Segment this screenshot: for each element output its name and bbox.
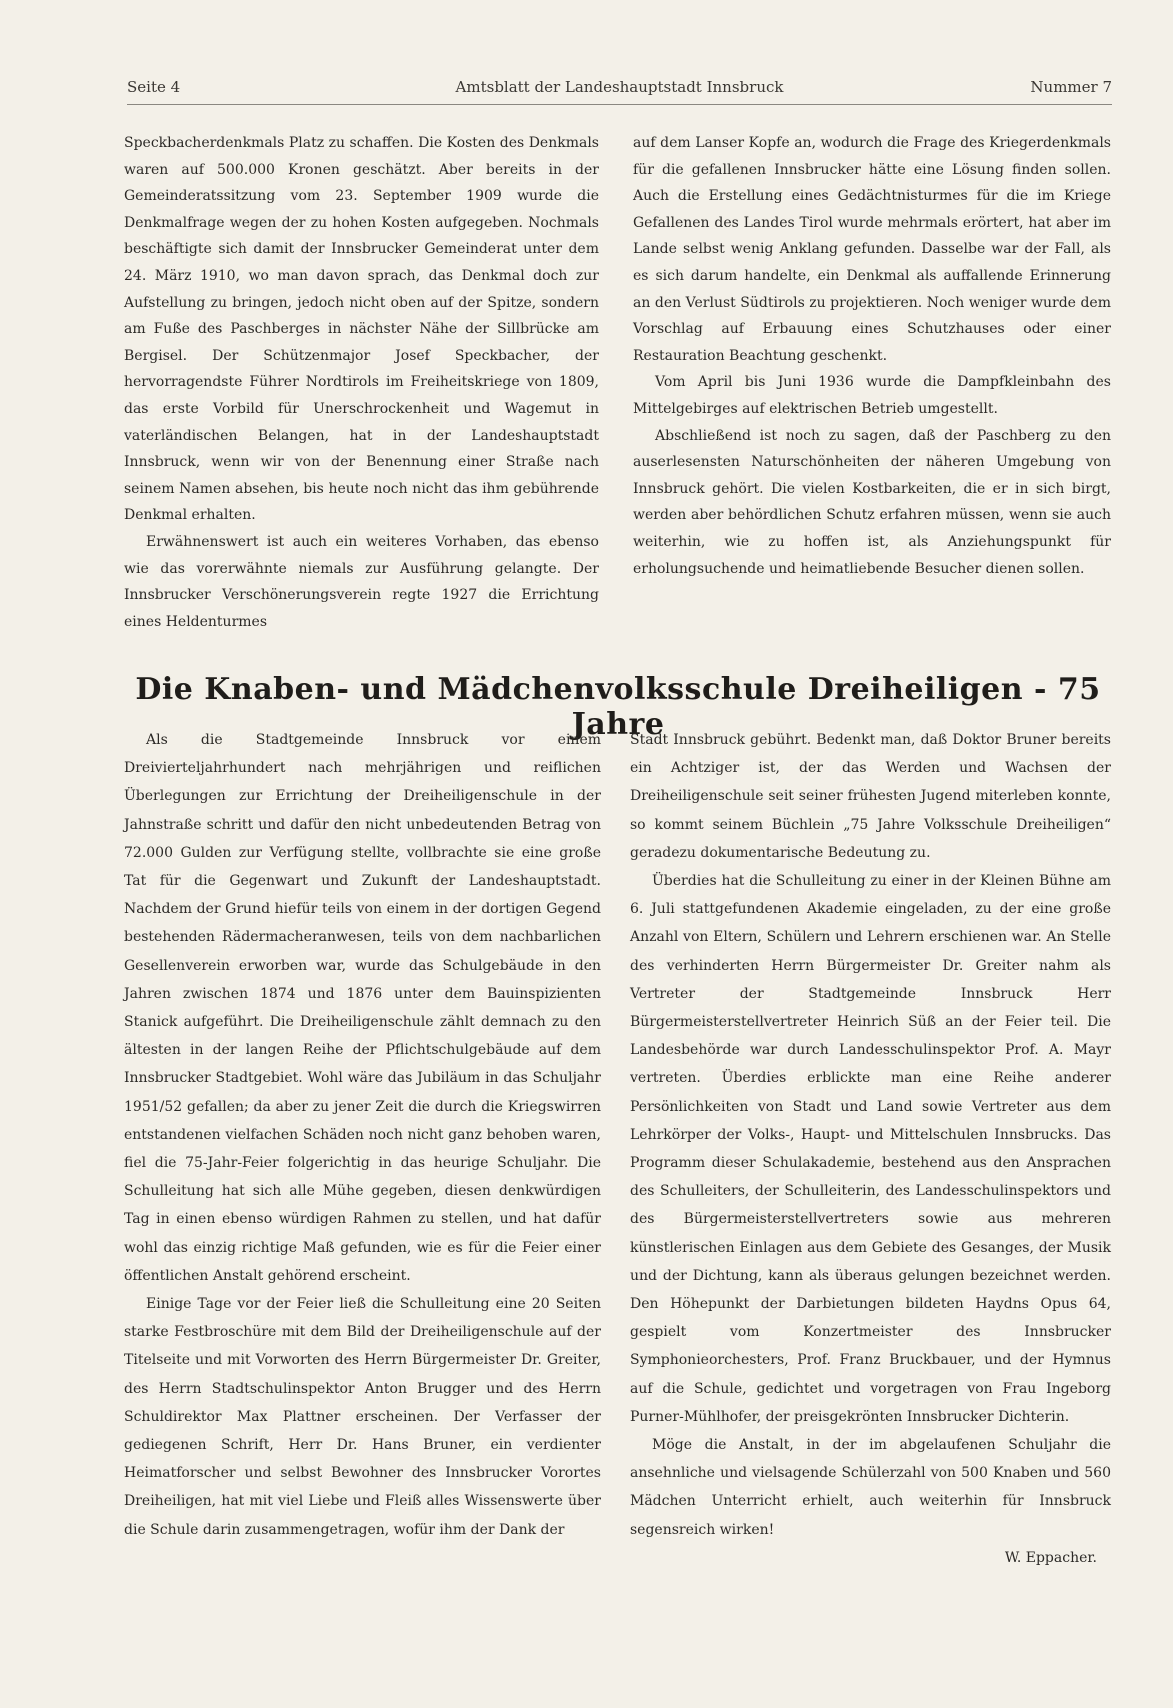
issue-number: Nummer 7 [1030, 78, 1112, 96]
article2-headline: Die Knaben- und Mädchenvolksschule Dreiheiligen - 75 Jahre [135, 672, 1101, 742]
header-rule [127, 104, 1112, 105]
article2-right-paragraph-3: Möge die Anstalt, in der im abgelaufenen Schuljahr die ansehnliche und vielsagende Schülerzahl von 500 Knaben und 560 Mädchen Unterricht erhielt, auch weiterhin für Innsbruck segensreich wirken! [630, 1437, 1111, 1538]
article2-left-paragraph-1: Als die Stadtgemeinde Innsbruck vor einem Dreivierteljahrhundert nach mehrjährigen und reiflichen Überlegungen zur Errichtung der Dreiheiligenschule in der Jahnstraße schritt und dafür den nicht unbedeutenden Betrag von 72.000 Gulden zur Verfügung stellte, vollbrachte sie eine große Tat für die Gegenwart und Zukunft der Landeshauptstadt. Nachdem der Grund hiefür teils von einem in der dortigen Gegend bestehenden Rädermacheranwesen, teils von dem nachbarlichen Gesellenverein erworben war, wurde das Schulgebäude in den Jahren zwischen 1874 und 1876 unter dem Bauinspizienten Stanick aufgeführt. Die Dreiheiligenschule zählt demnach zu den ältesten in der langen Reihe der Pflichtschulgebäude auf dem Innsbrucker Stadtgebiet. Wohl wäre das Jubiläum in das Schuljahr 1951/52 gefallen; da aber zu jener Zeit die durch die Kriegswirren entstandenen vielfachen Schäden noch nicht ganz behoben waren, fiel die 75-Jahr-Feier folgerichtig in das heurige Schuljahr. Die Schulleitung hat sich alle Mühe gegeben, diesen denkwürdigen Tag in einen ebenso würdigen Rahmen zu stellen, und hat dafür wohl das einzig richtige Maß gefunden, wie es für die Feier einer öffentlichen Anstalt gehörend erscheint. [124, 732, 601, 1284]
article1-right-paragraph-2: Vom April bis Juni 1936 wurde die Dampfkleinbahn des Mittelgebirges auf elektrischen Betrieb umgestellt. [633, 374, 1111, 417]
article2-left-column [124, 726, 601, 1544]
article2-right-paragraph-1: Stadt Innsbruck gebührt. Bedenkt man, daß Doktor Bruner bereits ein Achtziger ist, der das Werden und Wachsen der Dreiheiligenschule seit seiner frühesten Jugend miterleben konnte, so kommt seinem Büchlein „75 Jahre Volksschule Dreiheiligen“ geradezu dokumentarische Bedeutung zu. [630, 732, 1111, 861]
page-header [127, 78, 1112, 102]
article2-signature: W. Eppacher. [1004, 1549, 1097, 1566]
article1-left-paragraph-2: Erwähnenswert ist auch ein weiteres Vorhaben, das ebenso wie das vorerwähnte niemals zur Ausführung gelangte. Der Innsbrucker Verschönerungsverein regte 1927 die Errichtung eines Heldenturmes [124, 533, 599, 630]
article1-left-paragraph-1: Speckbacherdenkmals Platz zu schaffen. Die Kosten des Denkmals waren auf 500.000 Kronen geschätzt. Aber bereits in der Gemeinderatssitzung vom 23. September 1909 wurde die Denkmalfrage wegen der zu hohen Kosten aufgegeben. Nochmals beschäftigte sich damit der Innsbrucker Gemeinderat unter dem 24. März 1910, wo man davon sprach, das Denkmal doch zur Aufstellung zu bringen, jedoch nicht oben auf der Spitze, sondern am Fuße des Paschberges in nächster Nähe der Sillbrücke am Bergisel. Der Schützenmajor Josef Speckbacher, der hervorragendste Führer Nordtirols im Freiheitskriege von 1809, das erste Vorbild für Unerschrockenheit und Wagemut in vaterländischen Belangen, hat in der Landeshauptstadt Innsbruck, wenn wir von der Benennung einer Straße nach seinem Namen absehen, bis heute noch nicht das ihm gebührende Denkmal erhalten. [124, 135, 599, 524]
article1-right-column [633, 130, 1111, 582]
article2-left-paragraph-2: Einige Tage vor der Feier ließ die Schulleitung eine 20 Seiten starke Festbroschüre mit dem Bild der Dreiheiligenschule auf der Titelseite und mit Vorworten des Herrn Bürgermeister Dr. Greiter, des Herrn Stadtschulinspektor Anton Brugger und des Herrn Schuldirektor Max Plattner erscheinen. Der Verfasser der gediegenen Schrift, Herr Dr. Hans Bruner, ein verdienter Heimatforscher und selbst Bewohner des Innsbrucker Vorortes Dreiheiligen, hat mit viel Liebe und Fleiß alles Wissenswerte über die Schule darin zusammengetragen, wofür ihm der Dank der [124, 1296, 601, 1538]
article2-right-paragraph-2: Überdies hat die Schulleitung zu einer in der Kleinen Bühne am 6. Juli stattgefundenen Akademie eingeladen, zu der eine große Anzahl von Eltern, Schülern und Lehrern erschienen war. An Stelle des verhinderten Herrn Bürgermeister Dr. Greiter nahm als Vertreter der Stadtgemeinde Innsbruck Herr Bürgermeisterstellvertreter Heinrich Süß an der Feier teil. Die Landesbehörde war durch Landesschulinspektor Prof. A. Mayr vertreten. Überdies erblickte man eine Reihe anderer Persönlichkeiten von Stadt und Land sowie Vertreter aus dem Lehrkörper der Volks-, Haupt- und Mittelschulen Innsbrucks. Das Programm dieser Schulakademie, bestehend aus den Ansprachen des Schulleiters, der Schulleiterin, des Landesschulinspektors und des Bürgermeisterstellvertreters sowie aus mehreren künstlerischen Einlagen aus dem Gebiete des Gesanges, der Musik und der Dichtung, kann als überaus gelungen bezeichnet werden. Den Höhepunkt der Darbietungen bildeten Haydns Opus 64, gespielt vom Konzertmeister des Innsbrucker Symphonieorchesters, Prof. Franz Bruckbauer, und der Hymnus auf die Schule, gedichtet und vorgetragen von Frau Ingeborg Purner-Mühlhofer, der preisgekrönten Innsbrucker Dichterin. [630, 873, 1111, 1425]
publication-title: Amtsblatt der Landeshauptstadt Innsbruck [455, 78, 784, 96]
article1-right-paragraph-1: auf dem Lanser Kopfe an, wodurch die Frage des Kriegerdenkmals für die gefallenen Innsbrucker hätte eine Lösung finden sollen. Auch die Erstellung eines Gedächtnisturmes für die im Kriege Gefallenen des Landes Tirol wurde mehrmals erörtert, hat aber im Lande selbst wenig Anklang gefunden. Dasselbe war der Fall, als es sich darum handelte, ein Denkmal als auffallende Erinnerung an den Verlust Südtirols zu projektieren. Noch weniger wurde dem Vorschlag auf Erbauung eines Schutzhauses oder einer Restauration Beachtung geschenkt. [633, 135, 1111, 364]
article1-right-paragraph-3: Abschließend ist noch zu sagen, daß der Paschberg zu den auserlesensten Naturschönheiten der näheren Umgebung von Innsbruck gehört. Die vielen Kostbarkeiten, die er in sich birgt, werden aber behördlichen Schutz erfahren müssen, wenn sie auch weiterhin, wie zu hoffen ist, als Anziehungspunkt für erholungsuchende und heimatliebende Besucher dienen sollen. [633, 427, 1111, 577]
page-number: Seite 4 [127, 78, 181, 96]
article1-left-column [124, 130, 599, 635]
article2-right-column [630, 726, 1111, 1572]
